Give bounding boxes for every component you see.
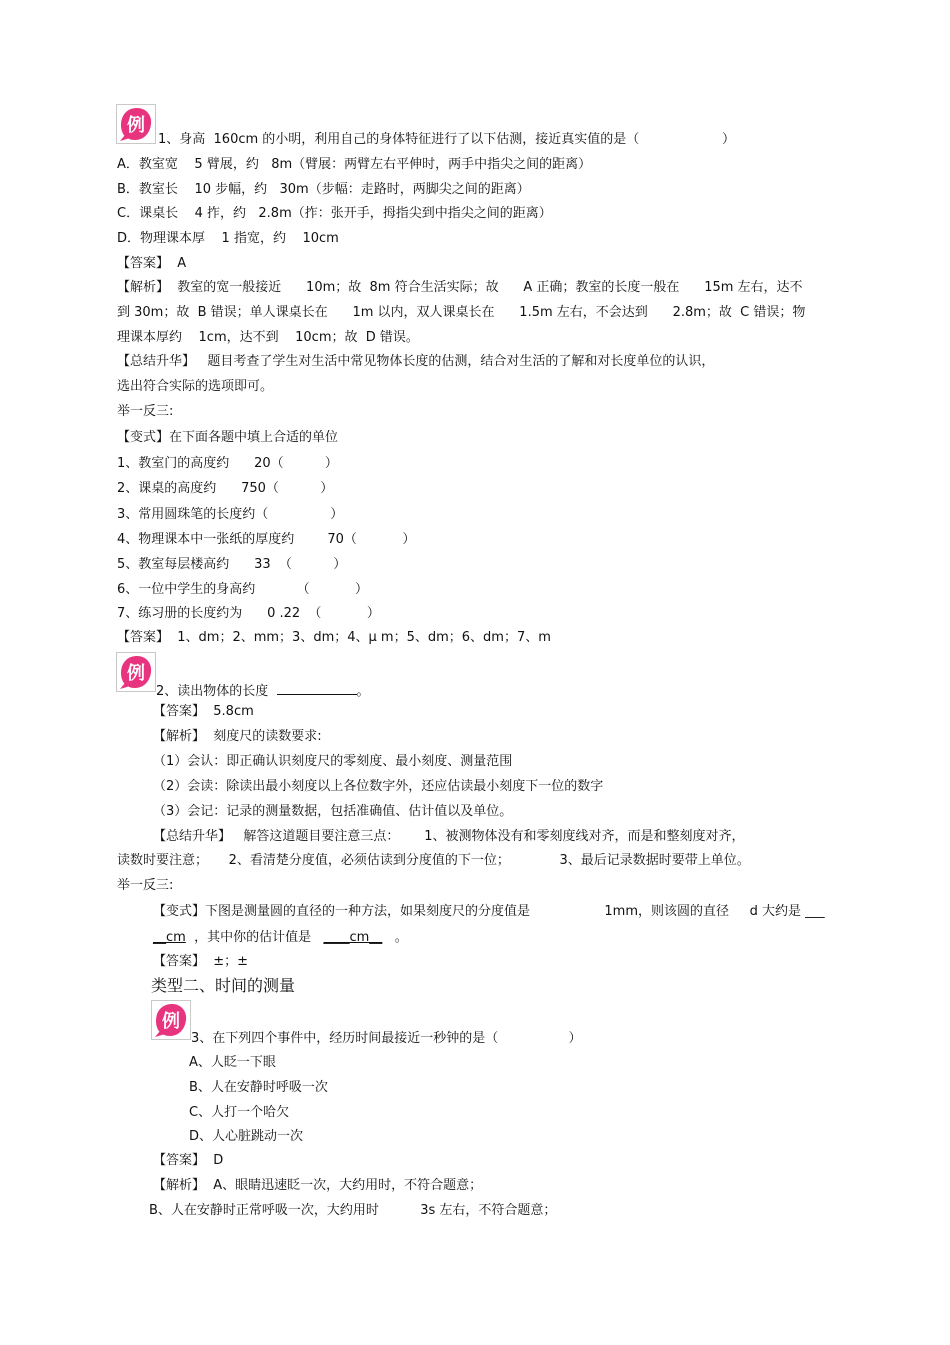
q1-answer: 【答案】 A [117, 256, 187, 271]
q1-summary-line: 【总结升华】 题目考查了学生对生活中常见物体长度的估测，结合对生活的了解和对长度单位的认识， [117, 354, 715, 369]
q1-summary-line: 选出符合实际的选项即可。 [117, 379, 274, 394]
q1-analysis-line: 【解析】 教室的宽一般接近 10m；故 8m 符合生活实际；故 A 正确；教室的长度一般在 15m 左右，达不 [117, 280, 803, 295]
q2-summary-line: 读数时要注意； 2、看清楚分度值，必须估读到分度值的下一位； 3、最后记录数据时要带上单位。 [117, 853, 750, 868]
q3-option-a: A、人眨一下眼 [189, 1055, 276, 1070]
q2-analysis-point: （2）会读：除读出最小刻度以上各位数字外，还应估读最小刻度下一位的数字 [153, 779, 604, 794]
q2-variant-mid: ，其中你的估计值是 [185, 930, 324, 945]
q1-variant-item: 3、常用圆珠笔的长度约（ ） [117, 507, 344, 522]
example-badge-icon [116, 104, 156, 144]
badge-glyph: 例 [162, 1011, 180, 1032]
q2-variant-answer: 【答案】 ±；± [153, 954, 249, 969]
q1-variant-title: 【变式】在下面各题中填上合适的单位 [117, 430, 339, 445]
q2-summary-line: 【总结升华】 解答这道题目要注意三点： 1、被测物体没有和零刻度线对齐，而是和整刻度对齐， [153, 829, 745, 844]
q2-variant-line [153, 929, 408, 946]
q3-analysis-line: 【解析】 A、眼睛迅速眨一次，大约用时，不符合题意； [153, 1178, 483, 1193]
q1-variant-item: 5、教室每层楼高约 33 （ ） [117, 557, 347, 572]
q1-drill-label: 举一反三: [117, 404, 174, 419]
q1-analysis-line: 理课本厚约 1cm，达不到 10cm；故 D 错误。 [117, 330, 419, 345]
q1-variant-item: 4、物理课本中一张纸的厚度约 70（ ） [117, 532, 416, 547]
q1-option-a: A．教室宽 5 臂展，约 8m（臂展：两臂左右平伸时，两手中指尖之间的距离） [117, 157, 592, 172]
example-badge-icon [151, 1000, 191, 1040]
q2-variant-blank: ____cm__ [323, 930, 383, 945]
q2-variant-end: 。 [382, 930, 408, 945]
q1-question: 1、身高 160cm 的小明，利用自己的身体特征进行了以下估测，接近真实值的是（ ） [158, 132, 735, 147]
q3-analysis-line: B、人在安静时正常呼吸一次，大约用时 3s 左右，不符合题意； [149, 1203, 557, 1218]
q1-variant-item: 7、练习册的长度约为 0 .22 （ ） [117, 606, 380, 621]
q3-option-c: C、人打一个哈欠 [189, 1105, 290, 1120]
q2-question [156, 681, 370, 700]
q1-analysis-line: 到 30m；故 B 错误；单人课桌长在 1m 以内，双人课桌长在 1.5m 左右，不会达到 2.8m；故 C 错误；物 [117, 305, 806, 320]
q2-variant-line: 【变式】下图是测量圆的直径的一种方法，如果刻度尺的分度值是 1mm，则该圆的直径 d 大约是 ___ [153, 904, 825, 919]
q1-variant-item: 1、教室门的高度约 20（ ） [117, 456, 338, 471]
section-heading: 类型二、时间的测量 [151, 976, 296, 995]
q2-variant-blank: __cm [153, 930, 186, 945]
q1-option-d: D．物理课本厚 1 指宽，约 10cm [117, 231, 339, 246]
q1-variant-item: 2、课桌的高度约 750（ ） [117, 481, 334, 496]
q2-question-suffix: 。 [356, 684, 370, 699]
q1-option-b: B．教室长 10 步幅，约 30m（步幅：走路时，两脚尖之间的距离） [117, 182, 530, 197]
badge-glyph: 例 [127, 663, 145, 684]
example-badge-icon [116, 652, 156, 692]
q1-option-c: C．课桌长 4 拃，约 2.8m（拃：张开手，拇指尖到中指尖之间的距离） [117, 206, 552, 221]
q2-answer-blank [277, 681, 357, 695]
q2-analysis-point: （1）会认：即正确认识刻度尺的零刻度、最小刻度、测量范围 [153, 754, 513, 769]
q3-option-d: D、人心脏跳动一次 [189, 1129, 304, 1144]
q2-analysis-point: （3）会记：记录的测量数据，包括准确值、估计值以及单位。 [153, 804, 513, 819]
badge-glyph: 例 [127, 115, 145, 136]
q3-answer: 【答案】 D [153, 1153, 224, 1168]
q1-variant-answer: 【答案】 1、dm；2、mm；3、dm；4、μ m；5、dm；6、dm；7、m [117, 630, 551, 645]
q2-drill-label: 举一反三: [117, 878, 174, 893]
q3-option-b: B、人在安静时呼吸一次 [189, 1080, 328, 1095]
q2-question-prefix: 2、读出物体的长度 [156, 684, 277, 699]
q2-analysis-title: 【解析】 刻度尺的读数要求: [153, 729, 322, 744]
q1-variant-item: 6、一位中学生的身高约 （ ） [117, 582, 369, 597]
q3-question: 3、在下列四个事件中，经历时间最接近一秒钟的是（ ） [191, 1031, 582, 1046]
q2-answer: 【答案】 5.8cm [153, 704, 254, 719]
